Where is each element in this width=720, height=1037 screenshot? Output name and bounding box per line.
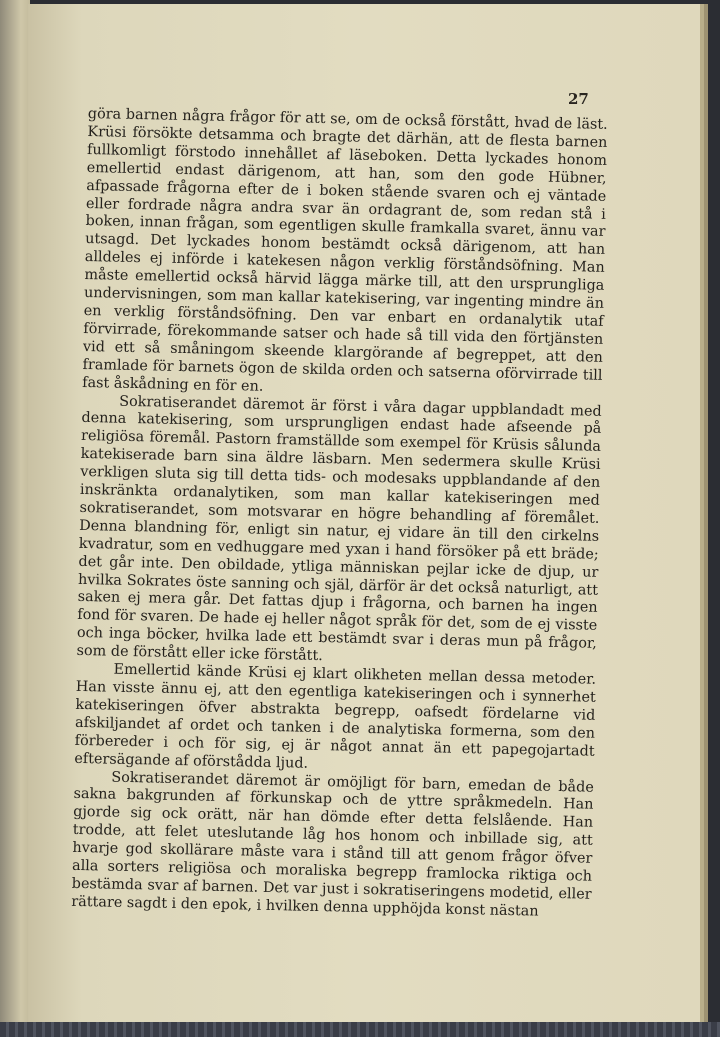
book-spine <box>0 0 30 1037</box>
paragraph-1: göra barnen några frågor för att se, om de också förstått, hvad de läst. Krüsi försökte detsamma och bragte det därhän, att de flesta barnen fullkomligt förstodo innehållet af läseboken. Detta lyckades honom emellertid endast därigenom, att han, som den gode Hübner, afpassade frågorna efter de i boken stående svaren och ej väntade eller fordrade några andra svar än ordagrant de, som redan stå i boken, innan frågan, som egentligen skulle framkalla svaret, ännu var utsagd. Det lyckades honom bestämdt också därigenom, att han alldeles ej införde i katekesen någon verklig förståndsöfning. Man måste emellertid också härvid lägga märke till, att den ursprungliga undervisningen, som man kallar katekisering, var ingenting mindre än en verklig förståndsöfning. Den var enbart en ordanalytik utaf förvirrade, förekommande satser och hade så till vida den förtjänsten vid ett så småningom skeende klargörande af begreppet, att den framlade för barnets ögon de skilda orden och satserna oförvirrade till fast åskådning en för en. <box>82 106 608 395</box>
background-surface <box>0 1022 720 1037</box>
page-number: 27 <box>568 90 589 108</box>
paragraph-2: Sokratiserandet däremot är först i våra dagar uppblandadt med denna katekisering, som ursprungligen endast hade afseende på religiösa föremål. Pastorn framställde som exempel för Krüsis sålunda katekiserade barn sina äldre läsbarn. Men sedermera skulle Krüsi verkligen sluta sig till detta tids- och modesaks uppblandande af den inskränkta ordanalytiken, som man kallar katekiseringen med sokratiserandet, som motsvarar en högre behandling af föremålet. Denna blandning för, enligt sin natur, ej vidare än till den cirkelns kvadratur, som en vedhuggare med yxan i hand försöker på ett bräde; det går inte. Den obildade, ytliga människan pejlar icke de djup, ur hvilka Sokrates öste sanning och själ, därför är det också naturligt, att saken ej mera går. Det fattas djup i frågorna, och barnen ha ingen fond för svaren. De hade ej heller något språk för det, som de ej visste och inga böcker, hvilka lade ett bestämdt svar i deras mun på frågor, som de förstått eller icke förstått. <box>76 393 602 665</box>
paragraph-4: Sokratiserandet däremot är omöjligt för barn, emedan de både sakna bakgrunden af förkunskap och de yttre språkmedeln. Han gjorde sig ock orätt, när han dömde efter detta felslående. Han trodde, att felet uteslutande låg hos honom och inbillade sig, att hvarje god skollärare måste vara i stånd till att genom frågor öfver alla sorters religiösa och moraliska begrepp framlocka riktiga och bestämda svar af barnen. Det var just i sokratiseringens modetid, eller rättare sagdt i den epok, i hvilken denna upphöjda konst nästan <box>71 769 595 920</box>
paragraph-3: Emellertid kände Krüsi ej klart olikheten mellan dessa metoder. Han visste ännu ej, att den egentliga katekiseringen och i synnerhet katekiseringen öfver abstrakta begrepp, oafsedt fördelarne vid afskiljandet af ordet och tanken i de analytiska formerna, som den förbereder i och för sig, ej är något annat än ett papegojartadt eftersägande af oförstådda ljud. <box>74 661 597 772</box>
page-body <box>71 106 608 922</box>
